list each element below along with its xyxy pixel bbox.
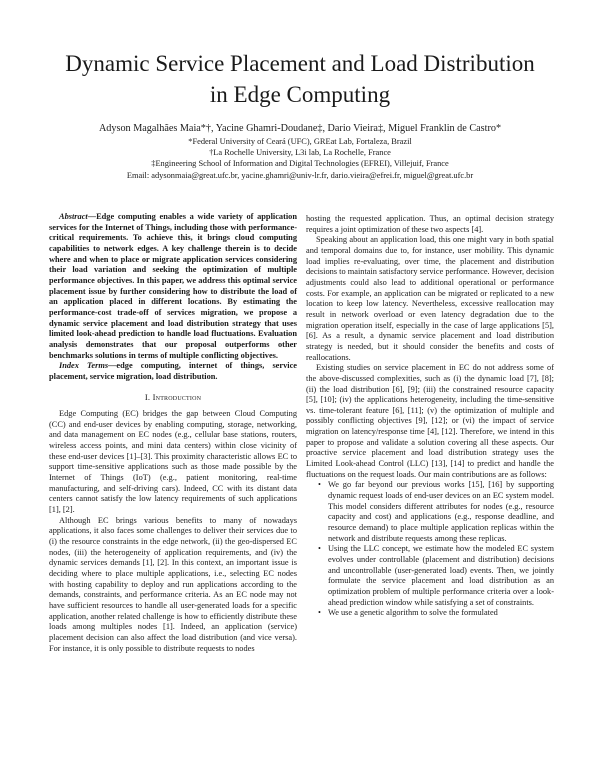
title-line-2: in Edge Computing: [209, 82, 391, 107]
list-item: • We use a genetic algorithm to solve the formulated: [328, 608, 554, 619]
section-heading: [49, 392, 297, 403]
affiliation-ufc: *Federal University of Ceará (UFC), GREat Lab, Fortaleza, Brazil: [188, 137, 412, 146]
abstract: [49, 212, 297, 361]
title-line-1: Dynamic Service Placement and Load Distribution: [65, 51, 535, 76]
index-terms-text: edge computing, internet of things, service placement, service migration, load distribution.: [49, 361, 297, 381]
index-terms-label: Index Terms—: [59, 361, 117, 371]
section-title: Introduction: [152, 391, 202, 402]
intro-paragraph: Edge Computing (EC) bridges the gap between Cloud Computing (CC) and end-user devices by enabling computing, storage, networking, and data management on EC nodes (e.g., cellular base stations, routers, wireless access points, and mini data centers) within close vicinity of these end-user devices [1]–[3]. This proximity characteristic allows EC to support time-sensitive applications such as those made possible by the Internet of Things (IoT) (e.g., patient monitoring, real-time manufacturing, and self-driving cars). Indeed, CC with its distant data centers cannot satisfy the low latency requirements of such applications [1], [2].: [49, 409, 297, 515]
abstract-text: Edge computing enables a wide variety of application services for the Internet of Things, including those with performance-critical requirements. To achieve this, it brings cloud computing capabilities to network edges. A key challenge therein is to decide where and when to place or migrate application services considering their load variation and seeking the optimization of multiple performance objectives. In this paper, we address this optimal service placement issue by further considering how to distribute the load of an application placed in different locations. By estimating the performance-cost trade-off of services migration, we propose a dynamic service placement and load distribution strategy that uses limited look-ahead prediction to handle load fluctuations. Evaluation analysis demonstrates that our proposal outperforms other benchmarks solutions in terms of multiple conflicting objectives.: [49, 212, 297, 360]
right-column: [306, 214, 554, 619]
author-list: Adyson Magalhães Maia*†, Yacine Ghamri-Doudane‡, Dario Vieira‡, Miguel Franklin de Castro*: [98, 123, 502, 134]
intro-paragraph: Although EC brings various benefits to many of nowadays applications, it also faces some challenges to deliver their services due to (i) the resource constraints in the edge network, (ii) the geo-dispersed EC nodes, (iii) the heterogeneity of application requirements, and (iv) the dynamic services demands [1], [2]. In this context, an important issue is deciding where to place multiple applications, i.e., selecting EC nodes with hosting capability to deploy and run applications according to the demands, constraints, and performance criteria. As an EC node may not have sufficient resources to handle all user-generated loads for a specific application, another related challenge is how to efficiently distribute these loads among multiples nodes [1]. Indeed, an application (service) placement decision can also affect the load distribution (and vice versa). For instance, it is only possible to distribute requests to nodes: [49, 515, 297, 653]
body-paragraph: Speaking about an application load, this one might vary in both spatial and temporal domains due to, for instance, user mobility. This dynamic load implies re-evaluating, over time, the placement and distribution decisions to maintain satisfactory service performance. However, decision adjustments could also lead to additional operational or performance costs. For example, an application can be migrated or replicated to a new location to keep low latency. Nevertheless, excessive reallocation may result in network overload or even latency degradation due to the migration operation itself, especially in the case of large applications [5], [6]. As a result, a dynamic service placement and load distribution strategy is needed, but it should consider the benefits and costs of reallocations.: [306, 235, 554, 362]
body-paragraph: hosting the requested application. Thus, an optimal decision strategy requires a joint optimization of these two aspects [4].: [306, 214, 554, 234]
list-item: • We go far beyond our previous works [15], [16] by supporting dynamic request loads of end-user devices on an EC system model. This model considers different attributes for nodes (e.g., resource capacity and cost) and applications (e.g., response deadline, and resource demand) to place multiple application replicas within the network and distribute requests among these replicas.: [328, 480, 554, 544]
section-number: I.: [144, 391, 151, 402]
body-paragraph: Existing studies on service placement in EC do not address some of the above-discussed complexities, such as (i) the dynamic load [7], [8]; (ii) the load distribution [6], [9]; (iii) the constrained resource capacity [5], [10]; (iv) the applications heterogeneity, including the time-sensitive vs. time-tolerant feature [6], [11]; (v) the optimization of multiple and possibly conflicting objectives [9], [12]; or (vi) the impact of service migration on latency/response time [4], [12]. Therefore, we intend in this paper to propose and validate a solution covering all these aspects. Our proactive service placement and load distribution strategy uses the Limited Look-ahead Control (LLC) [13], [14] to predict and handle the fluctuations on the request loads. Our main contributions are as follows:: [306, 363, 554, 479]
affiliation-la-rochelle: †La Rochelle University, L3i lab, La Rochelle, France: [209, 148, 391, 157]
list-item: • Using the LLC concept, we estimate how the modeled EC system evolves under controllable (placement and distribution) decisions and uncontrollable (user-generated load) events. Then, we jointly formulate the service placement and load distribution as an optimization problem of multiple performance criteria over a look-ahead prediction window while satisfying a set of constraints.: [328, 544, 554, 608]
affiliation-efrei: ‡Engineering School of Information and Digital Technologies (EFREI), Villejuif, France: [151, 159, 449, 168]
contributions-list: [306, 480, 554, 619]
abstract-label: Abstract—: [59, 212, 97, 221]
left-column: [49, 212, 297, 654]
index-terms: [49, 361, 297, 382]
paper-title: [0, 48, 600, 110]
author-emails: Email: adysonmaia@great.ufc.br, yacine.ghamri@univ-lr.fr, dario.vieira@efrei.fr, miguel@great.ufc.br: [126, 171, 474, 180]
